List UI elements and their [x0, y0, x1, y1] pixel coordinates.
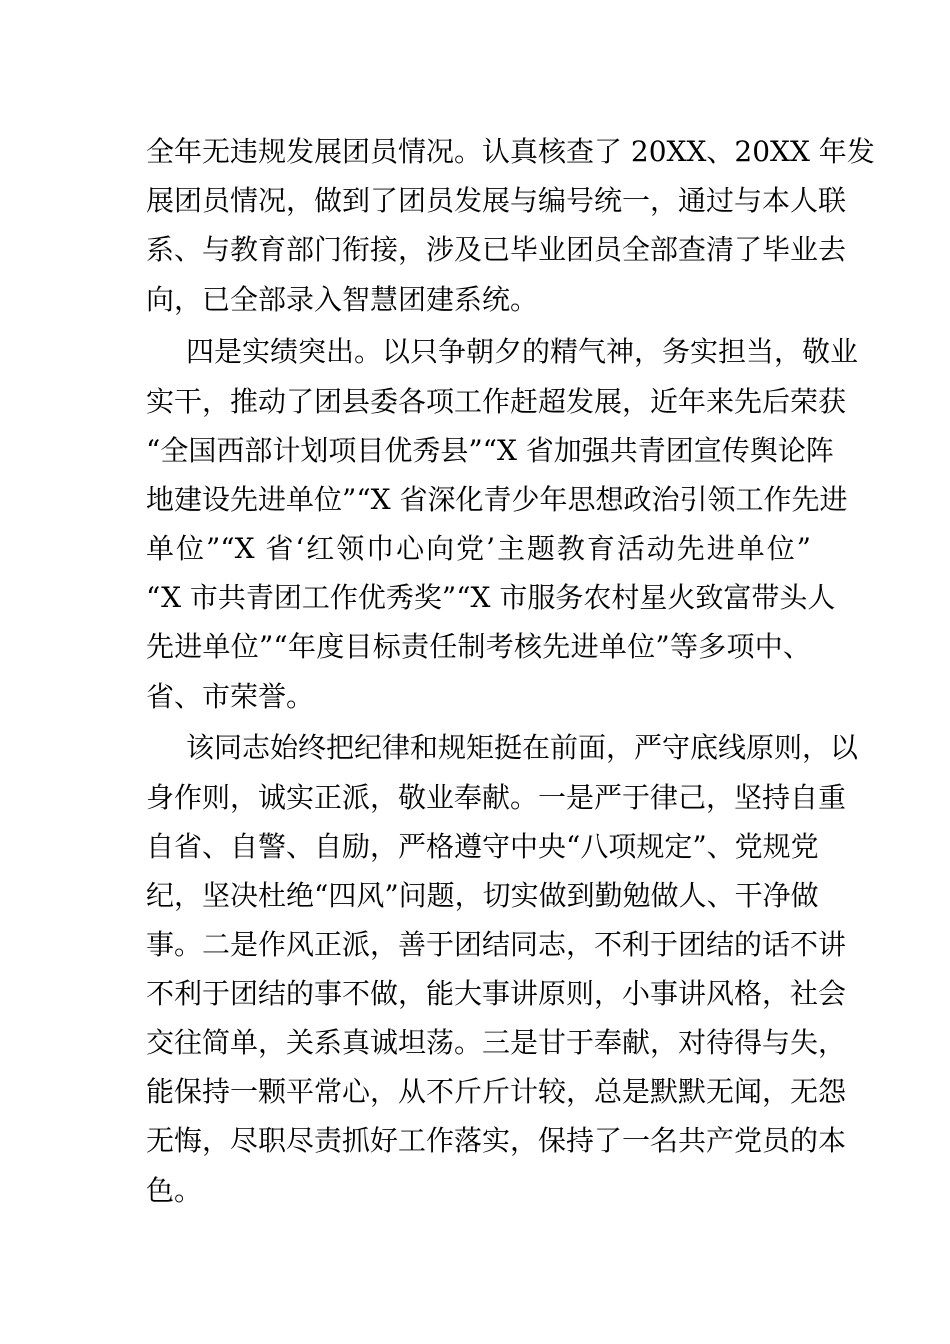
text-line: “X 市共青团工作优秀奖”“X 市服务农村星火致富带头人: [146, 581, 836, 614]
text-line: “全国西部计划项目优秀县”“X 省加强共青团宣传舆论阵: [146, 434, 834, 467]
text-line: 交往简单，关系真诚坦荡。三是甘于奉献，对待得与失，: [146, 1026, 847, 1059]
paragraph-start-line: 四是实绩突出。以只争朝夕的精气神，务实担当，敬业: [186, 335, 859, 368]
text-line: 色。: [146, 1174, 203, 1207]
text-line: 全年无违规发展团员情况。认真核查了 20XX、20XX 年发: [146, 135, 875, 168]
text-line: 先进单位”“年度目标责任制考核先进单位”等多项中、: [146, 630, 811, 663]
text-line: 省、市荣誉。: [146, 680, 315, 713]
text-line: 能保持一颗平常心，从不斤斤计较，总是默默无闻，无怨: [146, 1075, 847, 1108]
text-line: 无悔，尽职尽责抓好工作落实，保持了一名共产党员的本: [146, 1124, 847, 1157]
text-line: 实干，推动了团县委各项工作赶超发展，近年来先后荣获: [146, 385, 847, 418]
text-line: 地建设先进单位”“X 省深化青少年思想政治引领工作先进: [146, 483, 848, 516]
text-line: 向，已全部录入智慧团建系统。: [146, 283, 539, 316]
text-line: 系、与教育部门衔接，涉及已毕业团员全部查清了毕业去: [146, 233, 847, 266]
text-line: 单位”“X 省‘红领巾心向党’主题教育活动先进单位”: [146, 532, 811, 565]
text-line: 不利于团结的事不做，能大事讲原则，小事讲风格，社会: [146, 977, 847, 1010]
text-line: 自省、自警、自励，严格遵守中央“八项规定”、党规党: [146, 830, 819, 863]
text-line: 事。二是作风正派，善于团结同志，不利于团结的话不讲: [146, 928, 847, 961]
text-line: 身作则，诚实正派，敬业奉献。一是严于律己，坚持自重: [146, 781, 847, 814]
text-line: 纪，坚决杜绝“四风”问题，切实做到勤勉做人、干净做: [146, 879, 819, 912]
text-line: 展团员情况，做到了团员发展与编号统一，通过与本人联: [146, 184, 847, 217]
paragraph-start-line: 该同志始终把纪律和规矩挺在前面，严守底线原则，以: [186, 731, 859, 764]
